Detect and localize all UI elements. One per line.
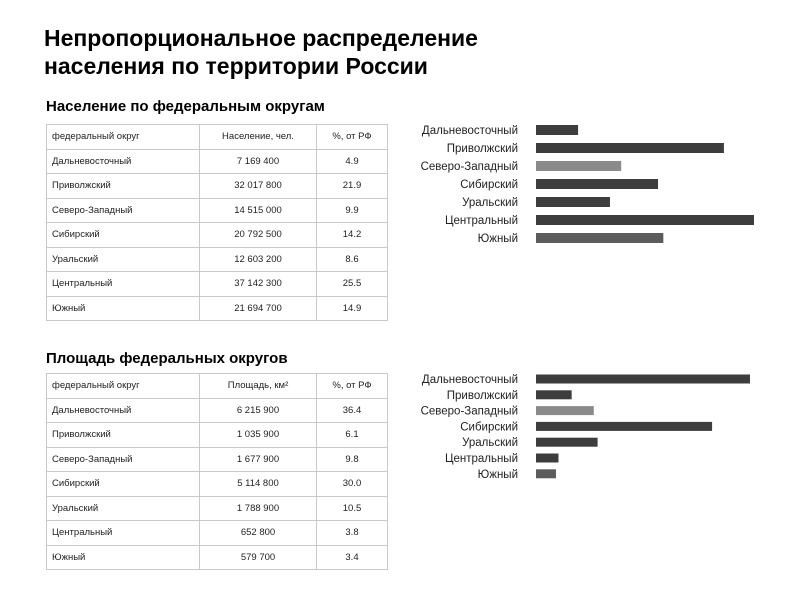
table-row xyxy=(47,398,388,423)
bar-label: Южный xyxy=(477,233,518,245)
column-header-district: федеральный округ xyxy=(47,374,200,399)
population-table xyxy=(46,124,388,321)
bar xyxy=(536,454,558,463)
population-cell: 20 792 500 xyxy=(200,223,317,248)
table-row xyxy=(47,521,388,546)
district-cell: Дальневосточный xyxy=(47,398,200,423)
bar-label: Дальневосточный xyxy=(421,374,518,386)
district-cell: Дальневосточный xyxy=(47,149,200,174)
district-cell: Приволжский xyxy=(47,423,200,448)
district-cell: Северо-Западный xyxy=(47,447,200,472)
bar xyxy=(536,438,598,447)
population-section-title: Население по федеральным округам xyxy=(46,98,325,115)
table-row xyxy=(47,149,388,174)
table-row xyxy=(47,223,388,248)
bar xyxy=(536,143,724,153)
area-cell: 5 114 800 xyxy=(200,472,317,497)
bar-label: Уральский xyxy=(462,197,518,209)
area-cell: 1 677 900 xyxy=(200,447,317,472)
percent-cell: 14.2 xyxy=(317,223,388,248)
table-row xyxy=(47,272,388,297)
area-cell: 579 700 xyxy=(200,545,317,570)
table-row xyxy=(47,447,388,472)
area-cell: 6 215 900 xyxy=(200,398,317,423)
bar xyxy=(536,179,658,189)
bar-label: Приволжский xyxy=(446,389,518,402)
table-row xyxy=(47,496,388,521)
district-cell: Уральский xyxy=(47,496,200,521)
table-row xyxy=(47,423,388,448)
column-header-percent: %, от РФ xyxy=(317,374,388,399)
percent-cell: 21.9 xyxy=(317,174,388,199)
district-cell: Южный xyxy=(47,296,200,321)
district-cell: Южный xyxy=(47,545,200,570)
percent-cell: 30.0 xyxy=(317,472,388,497)
bar xyxy=(536,375,750,384)
column-header-area: Площадь, км² xyxy=(200,374,317,399)
table-row xyxy=(47,472,388,497)
table-row xyxy=(47,247,388,272)
area-table xyxy=(46,373,388,570)
district-cell: Уральский xyxy=(47,247,200,272)
percent-cell: 9.8 xyxy=(317,447,388,472)
table-header-row xyxy=(47,374,388,399)
bar xyxy=(536,233,663,243)
bar-label: Дальневосточный xyxy=(421,125,518,137)
table-row xyxy=(47,198,388,223)
area-bar-chart xyxy=(400,369,780,481)
population-cell: 14 515 000 xyxy=(200,198,317,223)
bar xyxy=(536,197,610,207)
percent-cell: 3.8 xyxy=(317,521,388,546)
population-cell: 21 694 700 xyxy=(200,296,317,321)
column-header-population: Население, чел. xyxy=(200,125,317,150)
column-header-percent: %, от РФ xyxy=(317,125,388,150)
page-title-line-2: населения по территории России xyxy=(44,53,428,79)
district-cell: Центральный xyxy=(47,272,200,297)
population-cell: 37 142 300 xyxy=(200,272,317,297)
percent-cell: 6.1 xyxy=(317,423,388,448)
area-cell: 652 800 xyxy=(200,521,317,546)
percent-cell: 3.4 xyxy=(317,545,388,570)
district-cell: Северо-Западный xyxy=(47,198,200,223)
bar-label: Приволжский xyxy=(446,143,518,155)
page-title xyxy=(44,24,604,80)
bar-label: Сибирский xyxy=(460,179,518,191)
percent-cell: 10.5 xyxy=(317,496,388,521)
page-title-line-1: Непропорциональное распределение xyxy=(44,25,478,51)
bar xyxy=(536,161,621,171)
bar xyxy=(536,390,572,399)
percent-cell: 14.9 xyxy=(317,296,388,321)
table-header-row xyxy=(47,125,388,150)
district-cell: Сибирский xyxy=(47,223,200,248)
percent-cell: 36.4 xyxy=(317,398,388,423)
bar-label: Северо-Западный xyxy=(420,405,518,418)
area-section-title: Площадь федеральных округов xyxy=(46,350,288,367)
bar-label: Центральный xyxy=(444,453,518,465)
bar-label: Сибирский xyxy=(460,421,518,434)
bar-label: Уральский xyxy=(462,437,518,450)
table-row xyxy=(47,174,388,199)
bar xyxy=(536,422,712,431)
column-header-district: федеральный округ xyxy=(47,125,200,150)
bar-label: Южный xyxy=(477,468,518,481)
area-cell: 1 035 900 xyxy=(200,423,317,448)
district-cell: Приволжский xyxy=(47,174,200,199)
table-row xyxy=(47,296,388,321)
area-cell: 1 788 900 xyxy=(200,496,317,521)
population-bar-chart xyxy=(400,118,780,248)
bar xyxy=(536,215,754,225)
bar xyxy=(536,406,594,415)
bar xyxy=(536,125,578,135)
table-row xyxy=(47,545,388,570)
bar-label: Северо-Западный xyxy=(420,161,518,173)
percent-cell: 9.9 xyxy=(317,198,388,223)
population-cell: 7 169 400 xyxy=(200,149,317,174)
percent-cell: 4.9 xyxy=(317,149,388,174)
district-cell: Центральный xyxy=(47,521,200,546)
population-cell: 12 603 200 xyxy=(200,247,317,272)
percent-cell: 8.6 xyxy=(317,247,388,272)
bar xyxy=(536,469,556,478)
bar-label: Центральный xyxy=(444,215,518,227)
population-cell: 32 017 800 xyxy=(200,174,317,199)
percent-cell: 25.5 xyxy=(317,272,388,297)
district-cell: Сибирский xyxy=(47,472,200,497)
